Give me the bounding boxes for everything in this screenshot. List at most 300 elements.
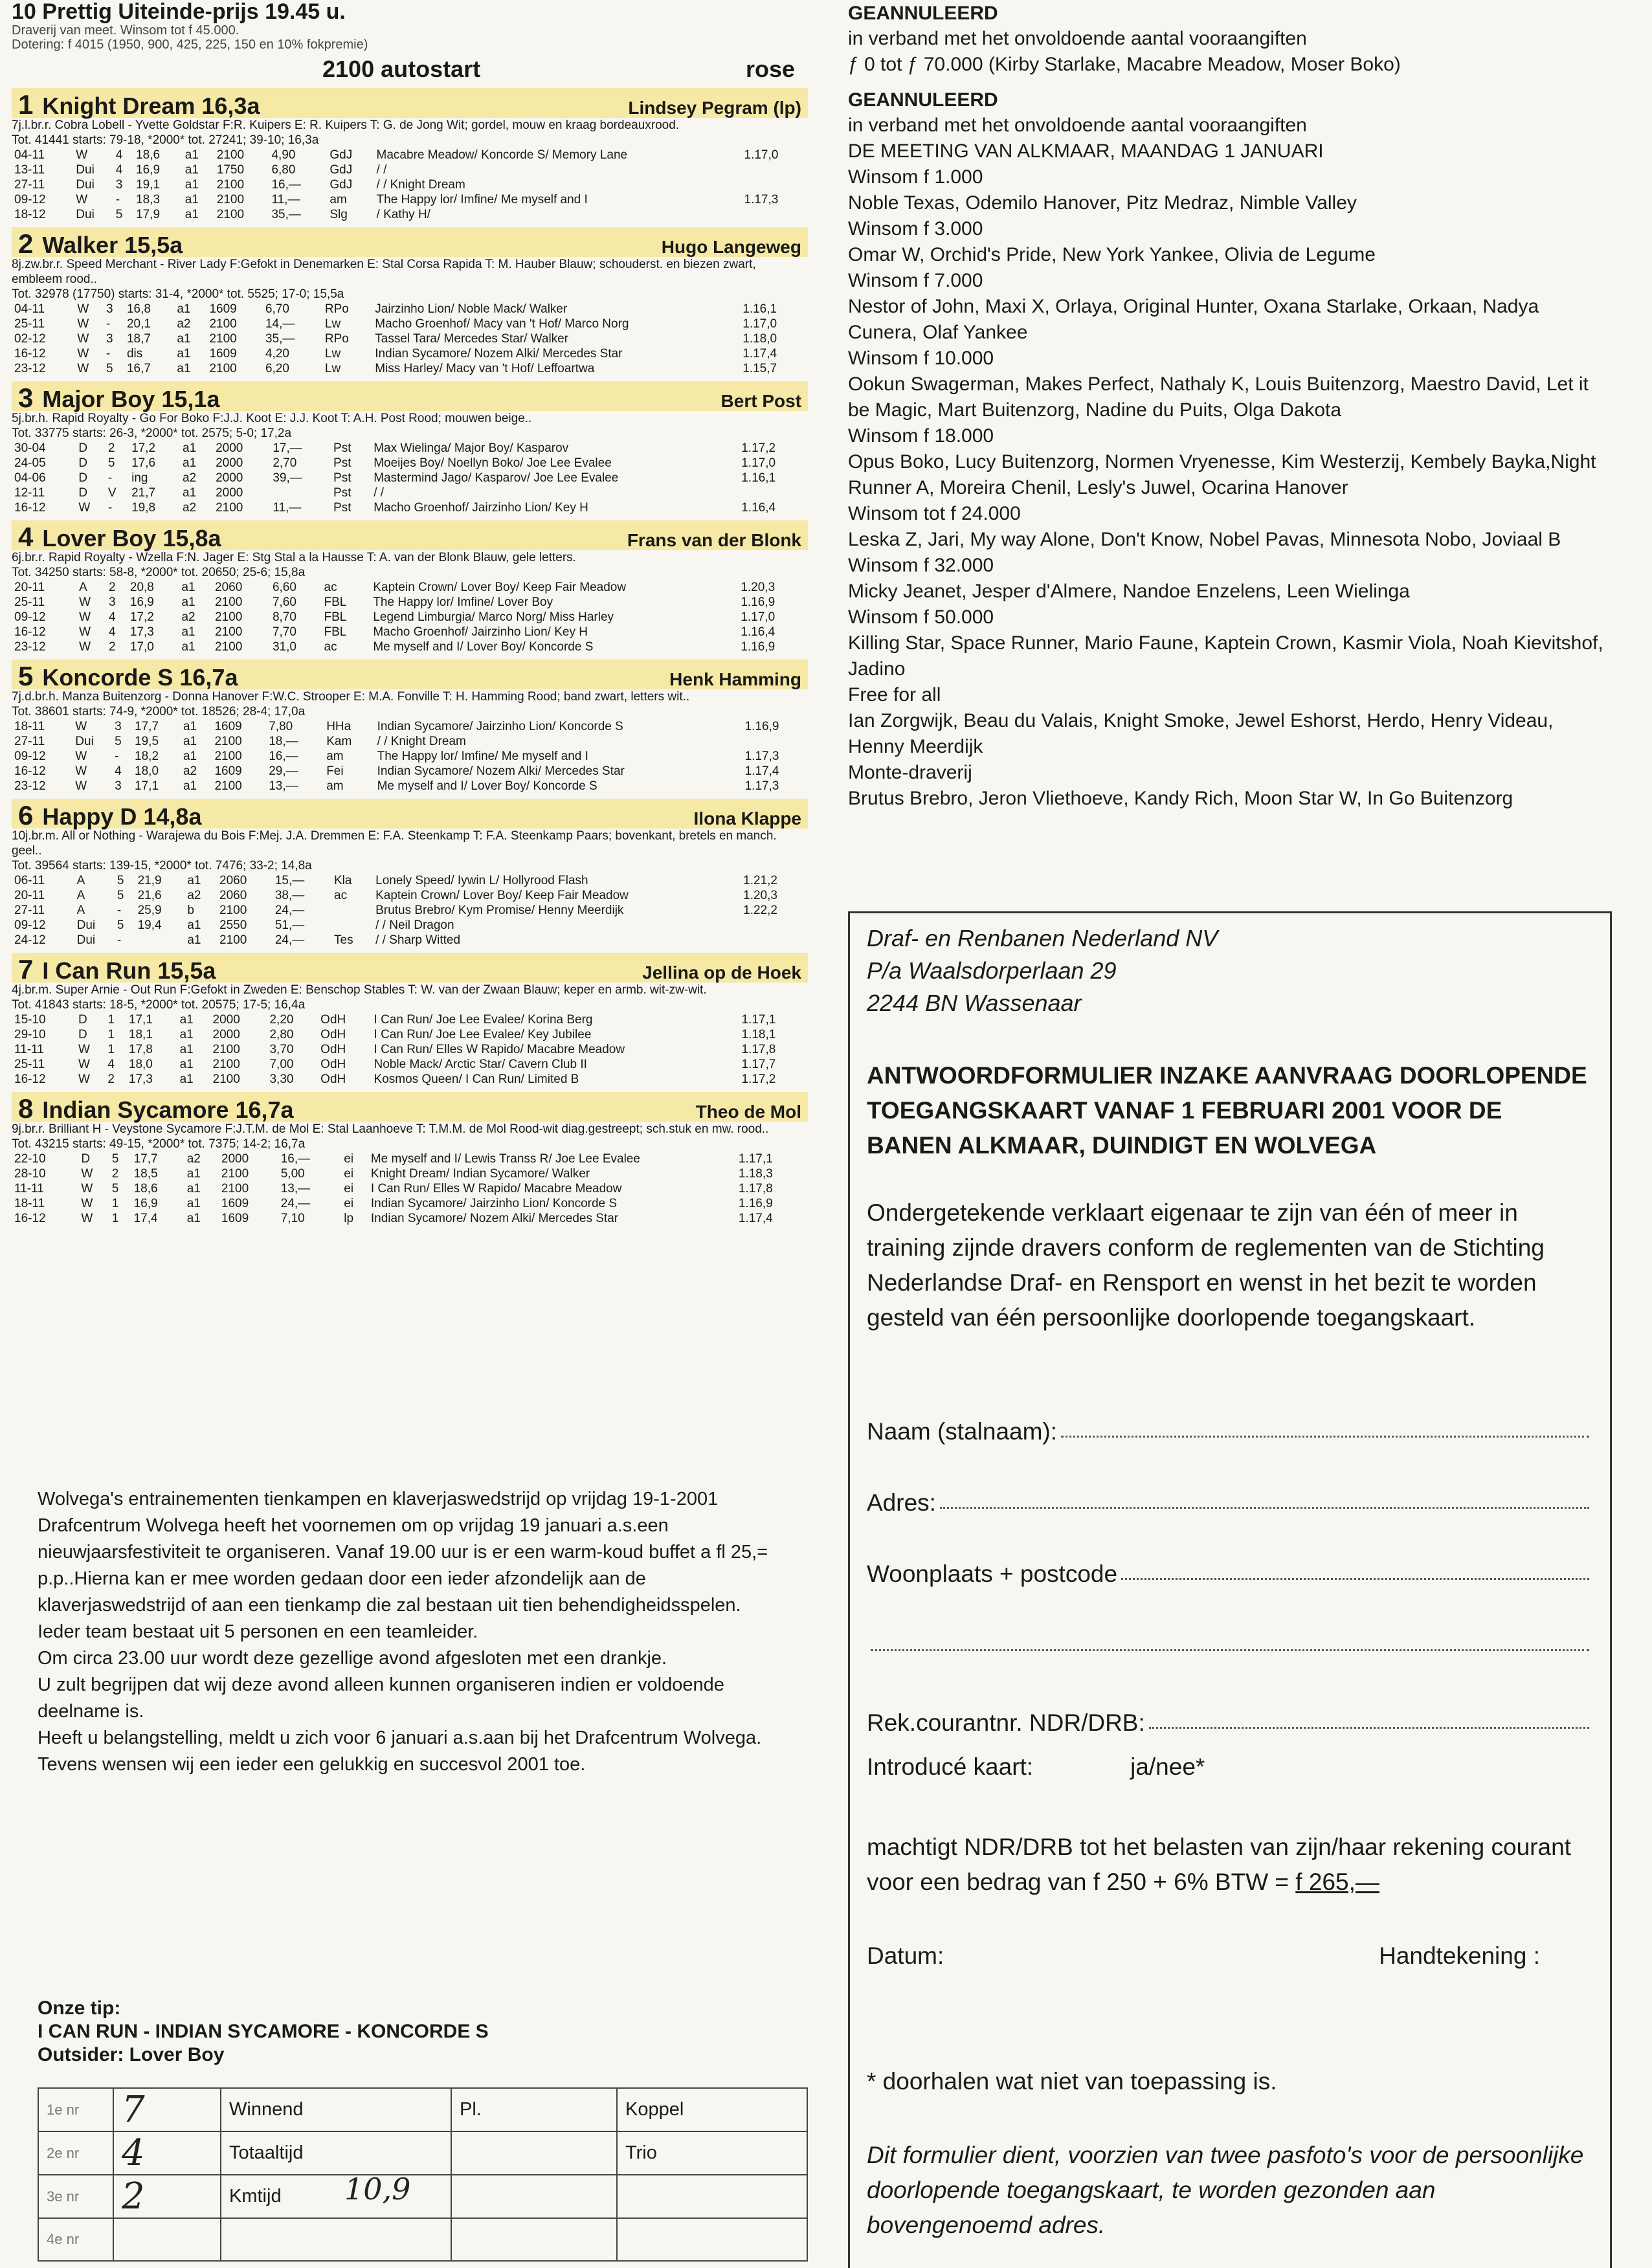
form-cell: W	[81, 1182, 93, 1195]
grid-nr: 3e nr	[38, 2175, 113, 2218]
form-cell: 20,8	[129, 581, 154, 594]
form-cell: W	[79, 640, 91, 654]
form-cell: 3	[115, 779, 122, 793]
form-cell: 2100	[209, 362, 237, 375]
form-cell: 09-12	[14, 193, 46, 206]
horse-name: I Can Run 15,5a	[42, 957, 216, 984]
form-row	[12, 595, 808, 610]
form-cell: 18,1	[128, 1028, 153, 1041]
form-cell: 1.15,7	[742, 362, 777, 375]
form-cell: 30-04	[14, 441, 46, 455]
form-cell: 1.17,1	[741, 1013, 776, 1027]
extra-dots[interactable]	[871, 1649, 1589, 1651]
form-cell: W	[75, 720, 87, 733]
form-row	[12, 485, 808, 500]
form-cell: a1	[177, 332, 191, 346]
form-cell: 2	[111, 1167, 119, 1181]
form-cell: Knight Dream/ Indian Sycamore/ Walker	[370, 1167, 590, 1181]
block-line: Micky Jeanet, Jesper d'Almere, Nandoe Enzelens, Leen Wielinga	[848, 581, 1410, 602]
form-cell: 2100	[216, 148, 245, 162]
form-cell: a1	[183, 720, 197, 733]
horse-info: 7j.l.br.r. Cobra Lobell - Yvette Goldstar F:R. Kuipers E: R. Kuipers T: G. de Jong Wit; gordel, mouw en kraag bordeauxrood.	[12, 118, 680, 132]
form-cell	[739, 485, 808, 500]
block-line: Winsom f 50.000	[848, 606, 994, 628]
form-cell: D	[81, 1152, 91, 1166]
form-cell: 7,80	[269, 720, 293, 733]
form-cell: 5	[111, 1152, 119, 1166]
form-table	[12, 1151, 808, 1226]
form-cell: Max Wielinga/ Major Boy/ Kasparov	[374, 441, 569, 455]
account-field[interactable]	[867, 1659, 1593, 1737]
form-cell: FBL	[324, 610, 347, 624]
cancel-block-1	[848, 26, 1612, 78]
form-cell: a1	[187, 933, 201, 947]
form-cell: 1.17,4	[742, 347, 777, 361]
form-cell: 1609	[209, 302, 237, 316]
grid-col3	[451, 2175, 617, 2218]
form-row	[12, 177, 808, 192]
form-cell: 1.21,2	[743, 874, 777, 887]
horse-info: 10j.br.m. All or Nothing - Warajewa du Bois F:Mej. J.A. Dremmen E: F.A. Steenkamp T: F.A. Steenkamp Paars; bovenkant, bretels en manch. geel..	[12, 829, 777, 858]
horse-header	[12, 520, 808, 550]
form-cell: 1.16,4	[741, 625, 776, 639]
form-cell: 5	[106, 362, 113, 375]
form-cell: 1.16,4	[741, 501, 776, 515]
form-cell: HHa	[326, 720, 352, 733]
horse-info: 4j.br.m. Super Arnie - Out Run F:Gefokt in Zweden E: Benschop Stables T: W. van der Zwaan Blauw; keper en armb. wit-zw-wit.	[12, 983, 707, 997]
form-cell: 17,7	[135, 720, 159, 733]
form-cell: 21,9	[137, 874, 162, 887]
city-label: Woonplaats + postcode	[867, 1561, 1118, 1587]
form-cell: Miss Harley/ Macy van 't Hof/ Leffoartwa	[375, 362, 595, 375]
form-cell: GdJ	[329, 148, 353, 162]
form-cell: 2100	[221, 1182, 249, 1195]
form-body: Ondergetekende verklaart eigenaar te zijn van één of meer in training zijnde dravers conform de reglementen van de Stichting Nederlandse Draf- en Rensport en wenst in het bezit te worden gesteld van één persoonlijke doorlopende toegangskaart.	[867, 1199, 1545, 1331]
form-cell: Indian Sycamore/ Nozem Alki/ Mercedes Star	[370, 1212, 619, 1225]
form-cell: 25,9	[137, 904, 162, 917]
form-cell: -	[115, 193, 120, 206]
form-cell: 23-12	[14, 640, 46, 654]
form-row	[12, 749, 808, 764]
form-cell: 2000	[216, 456, 243, 470]
grid-handwritten[interactable]	[113, 2218, 221, 2261]
form-row	[12, 361, 808, 376]
form-cell: a1	[183, 735, 197, 748]
introduce-choice[interactable]: ja/nee*	[1130, 1753, 1205, 1780]
form-cell: Legend Limburgia/ Marco Norg/ Miss Harley	[373, 610, 614, 624]
form-cell: 18,7	[126, 332, 151, 346]
horse-header	[12, 227, 808, 257]
address-line: P/a Waalsdorperlaan 29	[867, 957, 1117, 984]
form-cell: Kaptein Crown/ Lover Boy/ Keep Fair Meadow	[373, 581, 627, 594]
form-cell: RPo	[324, 332, 349, 346]
form-cell: ei	[344, 1167, 354, 1181]
city-field[interactable]	[867, 1517, 1593, 1588]
horse-entry	[12, 520, 808, 654]
form-cell: 2	[107, 1073, 115, 1086]
horse-title	[18, 89, 260, 120]
form-cell: / / Knight Dream	[377, 735, 466, 748]
form-cell: a2	[183, 471, 197, 485]
account-line[interactable]	[1149, 1726, 1589, 1729]
form-cell: W	[79, 610, 91, 624]
form-cell: 6,80	[271, 163, 296, 177]
form-cell: GdJ	[329, 178, 353, 192]
form-cell: 1.17,2	[741, 441, 776, 455]
article-paragraph: Om circa 23.00 uur wordt deze gezellige avond afgesloten met een drankje.	[38, 1648, 667, 1669]
form-cell: 1609	[214, 764, 242, 778]
form-cell: 2100	[214, 750, 242, 763]
form-cell: Indian Sycamore/ Nozem Alki/ Mercedes Star	[377, 764, 625, 778]
form-cell: Me myself and I/ Lover Boy/ Koncorde S	[377, 779, 597, 793]
form-cell: / /	[374, 486, 385, 500]
form-row	[12, 580, 808, 595]
form-cell: -	[106, 317, 111, 331]
horse-driver: Henk Hamming	[669, 669, 801, 689]
form-table	[12, 580, 808, 654]
grid-label-cell	[221, 2088, 451, 2131]
form-cell: 18,6	[136, 148, 161, 162]
form-cell: 06-11	[14, 874, 45, 887]
form-cell: W	[77, 302, 89, 316]
form-cell: The Happy lor/ Imfine/ Me myself and I	[377, 750, 588, 763]
form-cell: W	[81, 1167, 93, 1181]
form-cell: 17,3	[129, 625, 154, 639]
horse-number: 5	[18, 661, 34, 691]
form-cell: 1.17,4	[738, 1212, 773, 1225]
form-cell: A	[76, 874, 85, 887]
form-cell: 25-11	[14, 1058, 45, 1071]
form-cell: 1.17,0	[744, 148, 779, 162]
cancel-heading-1: GEANNULEERD	[848, 3, 998, 24]
grid-label-cell	[221, 2172, 451, 2218]
form-cell: I Can Run/ Elles W Rapido/ Macabre Meadow	[370, 1182, 622, 1195]
horse-driver: Frans van der Blonk	[627, 530, 801, 550]
form-row	[12, 1196, 808, 1211]
horse-title	[18, 522, 221, 553]
horse-number: 3	[18, 383, 34, 413]
horse-name: Lover Boy 15,8a	[42, 525, 221, 551]
form-cell: a1	[184, 208, 199, 221]
form-cell: 4	[109, 625, 116, 639]
form-cell: 8,70	[272, 610, 296, 624]
form-row	[12, 471, 808, 485]
form-address	[867, 922, 1593, 1019]
form-cell: -	[117, 933, 122, 947]
form-cell: 4	[107, 1058, 115, 1071]
name-field[interactable]	[867, 1374, 1593, 1445]
date-label: Datum:	[867, 1942, 944, 1969]
horse-totals: Tot. 32978 (17750) starts: 31-4, *2000* tot. 5525; 17-0; 15,5a	[12, 287, 344, 301]
form-cell: 6,20	[265, 362, 289, 375]
form-cell: 7,10	[280, 1212, 305, 1225]
form-cell: 17,1	[135, 779, 159, 793]
form-cell: 16,—	[280, 1152, 311, 1166]
form-cell	[742, 207, 808, 222]
form-cell: a2	[186, 1152, 201, 1166]
race-column	[12, 0, 808, 1231]
form-cell: 1.17,1	[738, 1152, 773, 1166]
grid-label: Totaaltijd	[229, 2142, 304, 2163]
form-cell: Jairzinho Lion/ Noble Mack/ Walker	[375, 302, 568, 316]
form-cell: a2	[183, 764, 197, 778]
horse-totals: Tot. 33775 starts: 26-3, *2000* tot. 2575; 5-0; 17,2a	[12, 427, 292, 440]
form-cell: 1.16,9	[741, 595, 776, 609]
form-cell	[331, 903, 373, 918]
horse-header	[12, 953, 808, 983]
form-table	[12, 1012, 808, 1087]
cancel-block-2	[848, 113, 1612, 812]
form-cell: 18-12	[14, 208, 46, 221]
form-cell: 04-06	[14, 471, 46, 485]
form-cell: 2	[109, 640, 116, 654]
grid-handwritten[interactable]: 4	[113, 2131, 221, 2175]
form-cell: 16,9	[129, 595, 154, 609]
extra-line[interactable]	[867, 1588, 1593, 1659]
form-cell: 16,—	[269, 750, 298, 763]
form-cell: 3	[106, 332, 113, 346]
form-cell: 5	[115, 735, 122, 748]
form-cell: 1.17,0	[741, 610, 776, 624]
form-cell: 3	[109, 595, 116, 609]
form-cell: 2550	[219, 918, 247, 932]
horse-header	[12, 660, 808, 689]
form-cell: 1.17,0	[741, 456, 776, 470]
form-cell: 17,8	[128, 1043, 153, 1056]
form-cell: 11-11	[14, 1043, 44, 1056]
form-cell: 20-11	[14, 889, 45, 902]
horse-entry	[12, 660, 808, 794]
horse-header	[12, 799, 808, 828]
form-cell: 5	[117, 874, 124, 887]
horse-header	[12, 381, 808, 411]
article-paragraph: Tevens wensen wij een ieder een gelukkig en succesvol 2001 toe.	[38, 1754, 586, 1775]
form-cell: 15,—	[274, 874, 305, 887]
horse-list	[12, 88, 808, 1226]
horse-entry	[12, 953, 808, 1087]
form-row	[12, 1211, 808, 1226]
form-cell: 13-11	[14, 163, 45, 177]
grid-nr: 1e nr	[38, 2088, 113, 2131]
form-cell: OdH	[320, 1043, 346, 1056]
form-cell: 2100	[212, 1043, 240, 1056]
horse-info: 8j.zw.br.r. Speed Merchant - River Lady F:Gefokt in Denemarken E: Stal Corsa Rapida T: M. Hauber Blauw; schouderst. en biezen zwart, embleem rood..	[12, 258, 756, 286]
grid-handwritten[interactable]: 2	[113, 2175, 221, 2218]
block-line: Leska Z, Jari, My way Alone, Don't Know, Nobel Pavas, Minnesota Nobo, Joviaal B	[848, 529, 1561, 550]
right-column	[848, 0, 1612, 812]
form-cell: a1	[184, 193, 199, 206]
form-cell: 16-12	[14, 764, 46, 778]
form-cell: 2060	[219, 889, 247, 902]
form-cell: Lw	[324, 317, 341, 331]
form-cell: 2	[109, 581, 116, 594]
form-cell: 7,60	[272, 595, 296, 609]
form-cell: Indian Sycamore/ Jairzinho Lion/ Koncorde S	[370, 1197, 618, 1210]
tip-label: Onze tip:	[38, 1997, 121, 2019]
form-cell: 2,20	[269, 1013, 294, 1027]
form-cell: W	[76, 148, 88, 162]
form-cell: 1.17,8	[738, 1182, 773, 1195]
grid-handwritten[interactable]: 7	[113, 2088, 221, 2131]
race-color: rose	[745, 56, 795, 82]
form-cell: W	[77, 332, 89, 346]
block-line: in verband met het onvoldoende aantal vooraangiften	[848, 115, 1307, 136]
horse-number: 1	[18, 89, 34, 120]
horse-info: 9j.br.r. Brilliant H - Veystone Sycamore F:J.T.M. de Mol E: Stal Laanhoeve T: T.M.M. de Mol Rood-wit diag.gestreept; sch.stuk en mw. rood..	[12, 1122, 769, 1136]
form-cell: 27-11	[14, 178, 45, 192]
form-cell: 35,—	[265, 332, 295, 346]
form-cell: Dui	[76, 178, 95, 192]
city-line[interactable]	[1121, 1577, 1589, 1580]
form-cell: RPo	[324, 302, 349, 316]
form-cell: 1.17,3	[744, 779, 779, 793]
form-cell: D	[78, 1013, 87, 1027]
form-row	[12, 903, 808, 918]
form-cell: 15-10	[14, 1013, 46, 1027]
form-cell: D	[78, 486, 88, 500]
form-cell: Tes	[334, 933, 353, 947]
form-cell: 1.17,3	[744, 193, 779, 206]
form-cell: a1	[183, 456, 197, 470]
reply-form	[848, 911, 1612, 2268]
form-cell: V	[107, 486, 117, 500]
form-cell: a1	[181, 640, 195, 654]
form-cell: Macabre Meadow/ Koncorde S/ Memory Lane	[376, 148, 628, 162]
form-cell: a1	[177, 362, 191, 375]
form-cell: Pst	[333, 501, 352, 515]
form-cell: 51,—	[274, 918, 305, 932]
block-line: Ookun Swagerman, Makes Perfect, Nathaly K, Louis Buitenzorg, Maestro David, Let it be Magic, Mart Buitenzorg, Nadine du Puits, Olga Dakota	[848, 373, 1589, 421]
form-cell: 5	[107, 456, 115, 470]
form-row	[12, 207, 808, 222]
form-cell: 2000	[212, 1013, 240, 1027]
form-cell: 18,3	[136, 193, 161, 206]
block-line: Free for all	[848, 684, 941, 706]
form-cell: 2100	[215, 595, 243, 609]
form-cell: 16-12	[14, 347, 46, 361]
form-cell: W	[78, 501, 91, 515]
form-cell: 24,—	[280, 1197, 311, 1210]
form-cell: Lw	[324, 347, 341, 361]
form-cell: a1	[186, 1167, 201, 1181]
form-row	[12, 610, 808, 625]
form-cell	[135, 933, 185, 948]
form-cell: 2100	[216, 208, 245, 221]
grid-label-cell	[221, 2131, 451, 2175]
form-cell: a1	[181, 581, 195, 594]
form-cell: Dui	[76, 208, 95, 221]
form-cell: 16-12	[14, 1212, 46, 1225]
form-cell: W	[78, 1043, 90, 1056]
form-cell: 5	[115, 208, 123, 221]
grid-nr: 4e nr	[38, 2218, 113, 2261]
form-cell: Dui	[76, 163, 95, 177]
form-cell: 2000	[221, 1152, 249, 1166]
grid-value[interactable]: 10,9	[344, 2172, 411, 2207]
form-row	[12, 1151, 808, 1166]
horse-entry	[12, 227, 808, 376]
form-cell: Kam	[326, 735, 352, 748]
article	[38, 1486, 782, 1778]
horse-entry	[12, 88, 808, 222]
form-cell: a1	[179, 1028, 194, 1041]
form-row	[12, 331, 808, 346]
form-cell: 1.16,1	[741, 471, 776, 485]
block-line: Brutus Brebro, Jeron Vliethoeve, Kandy Rich, Moon Star W, In Go Buitenzorg	[848, 788, 1513, 809]
block-line: Ian Zorgwijk, Beau du Valais, Knight Smoke, Jewel Eshorst, Herdo, Henry Videau, Henny Meerdijk	[848, 710, 1554, 757]
form-cell: 11-11	[14, 1182, 44, 1195]
form-cell: 7,70	[272, 625, 296, 639]
form-cell: 1.16,9	[744, 720, 779, 733]
form-cell: 4	[115, 163, 123, 177]
block-line: Noble Texas, Odemilo Hanover, Pitz Medraz, Nimble Valley	[848, 192, 1357, 214]
form-cell: OdH	[320, 1013, 346, 1027]
form-title: ANTWOORDFORMULIER INZAKE AANVRAAG DOORLOPENDE TOEGANGSKAART VANAF 1 FEBRUARI 2001 VOOR DE BANEN ALKMAAR, DUINDIGT EN WOLVEGA	[867, 1062, 1587, 1159]
form-cell: A	[79, 581, 87, 594]
address-field[interactable]	[867, 1445, 1593, 1517]
form-cell: 11,—	[271, 193, 300, 206]
grid-row	[38, 2131, 807, 2175]
form-cell: 17,7	[133, 1152, 158, 1166]
form-cell: 7,00	[269, 1058, 294, 1071]
form-cell: 23-12	[14, 779, 46, 793]
form-cell: Dui	[76, 918, 96, 932]
mandate-label: machtigt NDR/DRB tot het belasten van zijn/haar rekening courant voor een bedrag van f 250 + 6% BTW =	[867, 1834, 1571, 1895]
form-cell: 1	[111, 1197, 119, 1210]
grid-col3: Pl.	[451, 2088, 617, 2131]
form-cell: 2,80	[269, 1028, 294, 1041]
name-line[interactable]	[1061, 1435, 1589, 1438]
horse-name: Indian Sycamore 16,7a	[42, 1096, 294, 1123]
form-cell: a1	[179, 1043, 194, 1056]
form-cell: 17,1	[128, 1013, 153, 1027]
race-prize: Dotering: f 4015 (1950, 900, 425, 225, 150 en 10% fokpremie)	[12, 38, 368, 52]
form-cell: 1.16,9	[738, 1197, 773, 1210]
form-cell: OdH	[320, 1073, 346, 1086]
form-row	[12, 625, 808, 639]
form-cell	[741, 933, 808, 948]
address-line[interactable]	[940, 1506, 1589, 1509]
form-cell: 1.17,4	[744, 764, 779, 778]
form-cell: Me myself and I/ Lewis Transs R/ Joe Lee Evalee	[370, 1152, 640, 1166]
form-cell: 4	[109, 610, 116, 624]
race-distance: 2100 autostart	[322, 56, 481, 82]
form-cell: 1.17,7	[741, 1058, 776, 1071]
form-cell: ei	[344, 1152, 354, 1166]
form-row	[12, 1166, 808, 1181]
form-cell: am	[326, 779, 344, 793]
form-cell: 16-12	[14, 625, 46, 639]
form-cell: 2100	[214, 735, 242, 748]
form-row	[12, 441, 808, 456]
horse-number: 8	[18, 1093, 34, 1124]
form-row	[12, 1042, 808, 1057]
form-cell: / / Neil Dragon	[375, 918, 454, 932]
form-cell: 3,30	[269, 1073, 294, 1086]
form-row	[12, 456, 808, 471]
form-cell: 19,4	[137, 918, 162, 932]
form-cell: 2060	[219, 874, 247, 887]
form-cell: 18,—	[269, 735, 298, 748]
bet-grid	[38, 2087, 808, 2262]
horse-info: 6j.br.r. Rapid Royalty - Wzella F:N. Jager E: Stg Stal a la Hausse T: A. van der Blonk Blauw, gele letters.	[12, 551, 576, 564]
form-cell: 2100	[216, 193, 245, 206]
form-cell: 18,2	[135, 750, 159, 763]
form-cell: W	[77, 362, 89, 375]
article-paragraph: Drafcentrum Wolvega heeft het voornemen om op vrijdag 19 januari a.s.een nieuwjaarsfestiviteit te organiseren. Vanaf 19.00 uur is er een warm-koud buffet a fl 25,= p.p..Hierna kan er mee worden gedaan door een ieder afzondelijk aan de klaverjaswedstrijd of aan een tienkamp die zal bestaan uit tien behendigheidsspelen. Ieder team bestaat uit 5 personen en een teamleider.	[38, 1515, 768, 1642]
form-cell: 24-12	[14, 933, 46, 947]
form-cell: 1.20,3	[743, 889, 777, 902]
